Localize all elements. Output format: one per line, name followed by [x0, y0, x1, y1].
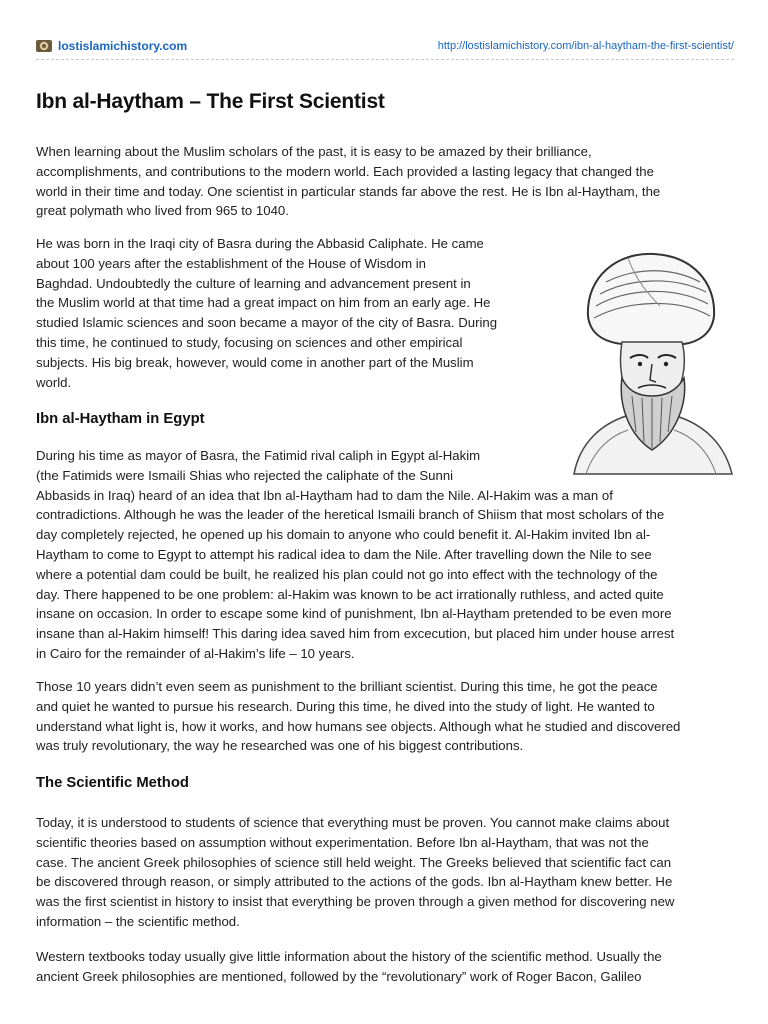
text-line: world in their time and today. One scientist in particular stands far above the rest. He is Ibn al-Haytham, the	[36, 183, 661, 199]
text-line: was truly revolutionary, the way he researched was one of his biggest contributions.	[36, 738, 524, 754]
text-line: He was born in the Iraqi city of Basra during the Abbasid Caliphate. He came	[36, 236, 484, 251]
text-line: Abbasids in Iraq) heard of an idea that Ibn al-Haytham had to dam the Nile. Al-Hakim was a man of	[36, 487, 613, 503]
text-line: information – the scientific method.	[36, 913, 240, 929]
text-line: about 100 years after the establishment of the House of Wisdom in	[36, 255, 426, 271]
text-line: in Cairo for the remainder of al-Hakim’s life – 10 years.	[36, 645, 355, 661]
section-heading-egypt: Ibn al-Haytham in Egypt	[36, 411, 205, 427]
text-line: insane than al-Hakim himself! This daring idea saved him from excecution, but placed him under house arrest	[36, 626, 675, 642]
paragraph-research	[36, 677, 680, 756]
article-title: Ibn al-Haytham – The First Scientist	[36, 90, 385, 113]
text-line: where a potential dam could be built, he realized his plan could not go into effect with the technology of the	[36, 566, 658, 582]
text-line: was the first scientist in history to insist that everything be proven through a given method for discovering new	[36, 894, 675, 910]
text-line: this time, he continued to study, focusing on sciences and other empirical	[36, 334, 463, 350]
portrait-engraving	[566, 246, 736, 476]
text-line: accomplishments, and contributions to the modern world. Each provided a lasting legacy that changed the	[36, 163, 654, 179]
text-line: studied Islamic sciences and soon became a mayor of the city of Basra. During	[36, 315, 498, 331]
text-line: day completely rejected, he opened up his domain to anyone who could benefit it. Al-Hakim invited Ibn al-	[36, 527, 651, 543]
paragraph-egypt	[36, 446, 674, 664]
text-line: and quiet he wanted to pursue his research. During this time, he dived into the study of light. He wanted to	[36, 698, 655, 714]
text-line: Those 10 years didn’t even seem as punishment to the brilliant scientist. During this time, he got the peace	[36, 679, 658, 694]
text-line: insane on occasion. In order to escape some kind of punishment, Ibn al-Haytham pretended to be even more	[36, 606, 672, 622]
text-line: be discovered through reason, or simply attributed to the actions of the gods. Ibn al-Haytham knew better. He	[36, 874, 673, 890]
text-line: Western textbooks today usually give little information about the history of the scientific method. Usually the	[36, 949, 662, 964]
text-line: day. There happened to be one problem: al-Hakim was known to be act irrationally ruthless, and acted quite	[36, 586, 664, 602]
text-line: Haytham to come to Egypt to attempt his radical idea to dam the Nile. After travelling down the Nile to see	[36, 546, 652, 562]
text-line: world.	[36, 374, 72, 390]
text-line: great polymath who lived from 965 to 1040.	[36, 203, 289, 219]
section-heading-method: The Scientific Method	[36, 775, 189, 791]
page-url-link[interactable]: http://lostislamichistory.com/ibn-al-haytham-the-first-scientist/	[437, 40, 734, 52]
text-line: contradictions. Although he was the leader of the heretical Ismaili branch of Shiism that most scholars of the	[36, 507, 665, 523]
text-line: understand what light is, how it works, and how humans see objects. Although what he studied and discovered	[36, 718, 681, 734]
paragraph-method	[36, 813, 674, 932]
paragraph-birth	[36, 234, 497, 392]
text-line: case. The ancient Greek philosophies of science still held weight. The Greeks believed that scientific fact can	[36, 854, 672, 870]
text-line: (the Fatimids were Ismaili Shias who rejected the caliphate of the Sunni	[36, 467, 454, 483]
site-logo-icon	[36, 38, 52, 54]
page-header	[36, 36, 734, 56]
text-line: scientific theories based on assumption without experimentation. Before Ibn al-Haytham, that was not the	[36, 834, 649, 850]
site-branding	[36, 38, 187, 54]
text-line: Baghdad. Undoubtedly the culture of learning and advancement present in	[36, 275, 471, 291]
header-divider	[36, 59, 734, 60]
text-line: subjects. His big break, however, would come in another part of the Muslim	[36, 354, 474, 370]
text-line: Today, it is understood to students of science that everything must be proven. You cannot make claims about	[36, 815, 670, 830]
text-line: During his time as mayor of Basra, the Fatimid rival caliph in Egypt al-Hakim	[36, 448, 481, 463]
site-name-link[interactable]: lostislamichistory.com	[58, 39, 188, 53]
text-line: When learning about the Muslim scholars of the past, it is easy to be amazed by their brilliance,	[36, 144, 592, 159]
text-line: the Muslim world at that time had a great impact on him from an early age. He	[36, 295, 491, 311]
paragraph-intro	[36, 142, 660, 221]
text-line: ancient Greek philosophies are mentioned, followed by the “revolutionary” work of Roger Bacon, Galileo	[36, 968, 642, 984]
paragraph-textbooks	[36, 947, 662, 987]
